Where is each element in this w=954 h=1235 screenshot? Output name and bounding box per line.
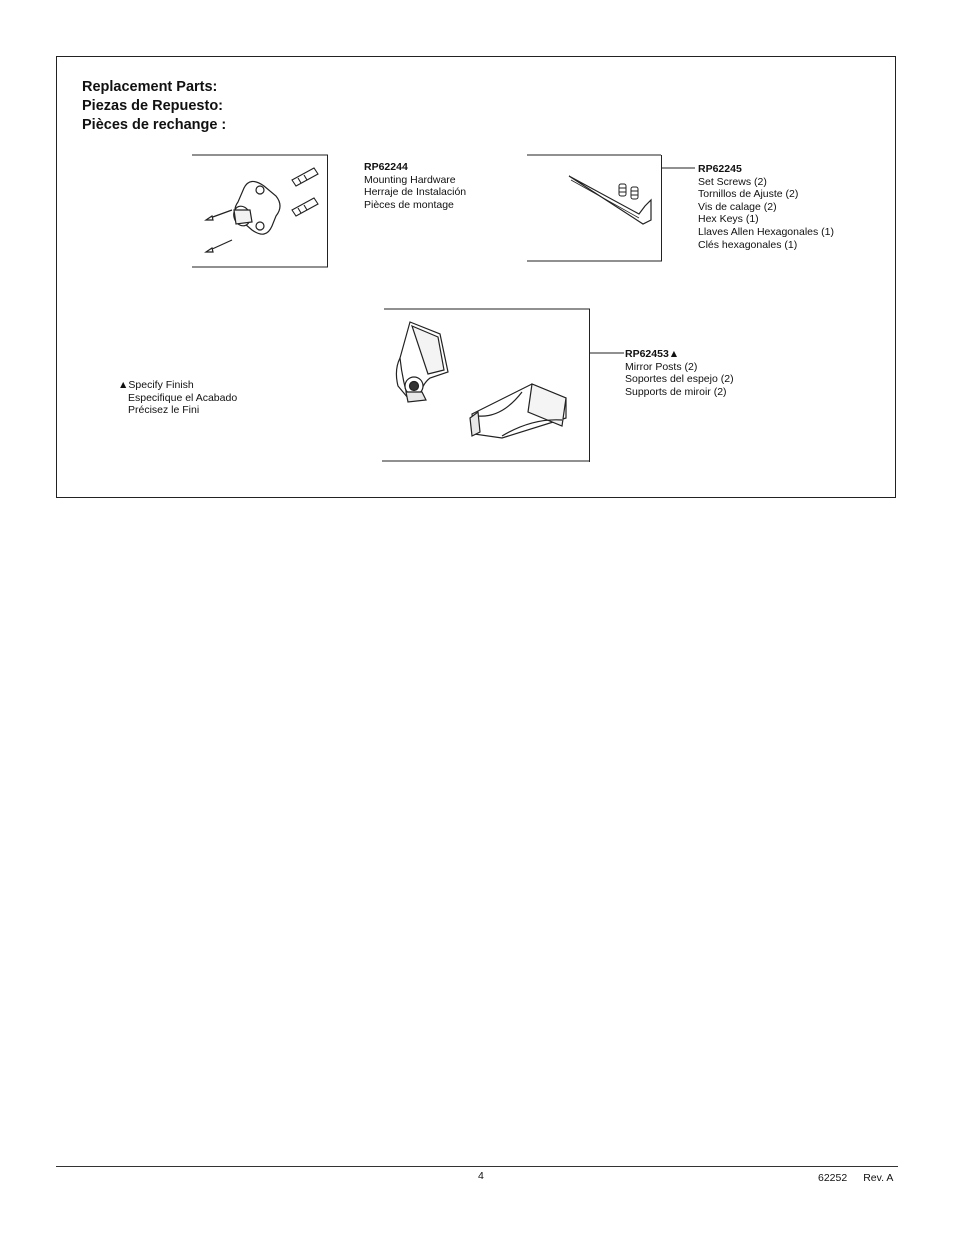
note-line: Précisez le Fini	[128, 404, 200, 417]
wood-screws	[206, 210, 232, 252]
part-description: Pièces de montage	[364, 198, 454, 211]
mirror-posts-illustration	[382, 308, 626, 463]
mirror-post-right	[470, 384, 566, 438]
document-reference	[818, 1172, 893, 1184]
heading-french: Pièces de rechange :	[82, 117, 227, 133]
part-description: Vis de calage (2)	[698, 200, 777, 213]
page-number: 4	[478, 1170, 484, 1182]
part-description: Mirror Posts (2)	[625, 360, 698, 373]
note-line: ▲Specify Finish	[118, 379, 194, 391]
part-description: Llaves Allen Hexagonales (1)	[698, 225, 834, 238]
part-description: Clés hexagonales (1)	[698, 238, 798, 251]
part-description: Tornillos de Ajuste (2)	[698, 188, 799, 201]
mirror-post-left	[396, 322, 448, 402]
hex-key	[569, 176, 651, 224]
mirror-posts-drawing	[382, 308, 626, 463]
part-number: RP62453▲	[625, 348, 680, 360]
part-description: Mounting Hardware	[364, 173, 456, 186]
part-callout-rp62244	[364, 161, 466, 211]
footer-divider	[56, 1166, 898, 1167]
set-screws-hex-key-illustration	[527, 154, 697, 262]
note-line: Especifique el Acabado	[128, 391, 238, 404]
part-number: RP62244	[364, 161, 408, 173]
mounting-hardware-illustration	[192, 154, 330, 268]
part-number: RP62245	[698, 163, 742, 175]
replacement-parts-heading	[82, 78, 226, 135]
part-description: Herraje de Instalación	[364, 186, 467, 199]
part-description: Soportes del espejo (2)	[625, 373, 734, 386]
specify-finish-note	[118, 379, 237, 417]
mounting-plate	[231, 181, 280, 234]
part-description: Supports de miroir (2)	[625, 385, 727, 398]
part-description: Set Screws (2)	[698, 175, 767, 188]
mounting-hardware-drawing	[192, 154, 330, 268]
set-screws	[619, 184, 638, 199]
heading-english: Replacement Parts:	[82, 79, 218, 95]
set-screws-hex-key-drawing	[527, 154, 697, 262]
part-callout-rp62245	[698, 163, 834, 251]
wall-anchors	[292, 168, 318, 216]
heading-spanish: Piezas de Repuesto:	[82, 98, 224, 114]
part-callout-rp62453	[625, 348, 734, 398]
revision-label: Rev. A	[863, 1172, 894, 1184]
document-number: 62252	[818, 1172, 848, 1184]
part-description: Hex Keys (1)	[698, 213, 759, 226]
